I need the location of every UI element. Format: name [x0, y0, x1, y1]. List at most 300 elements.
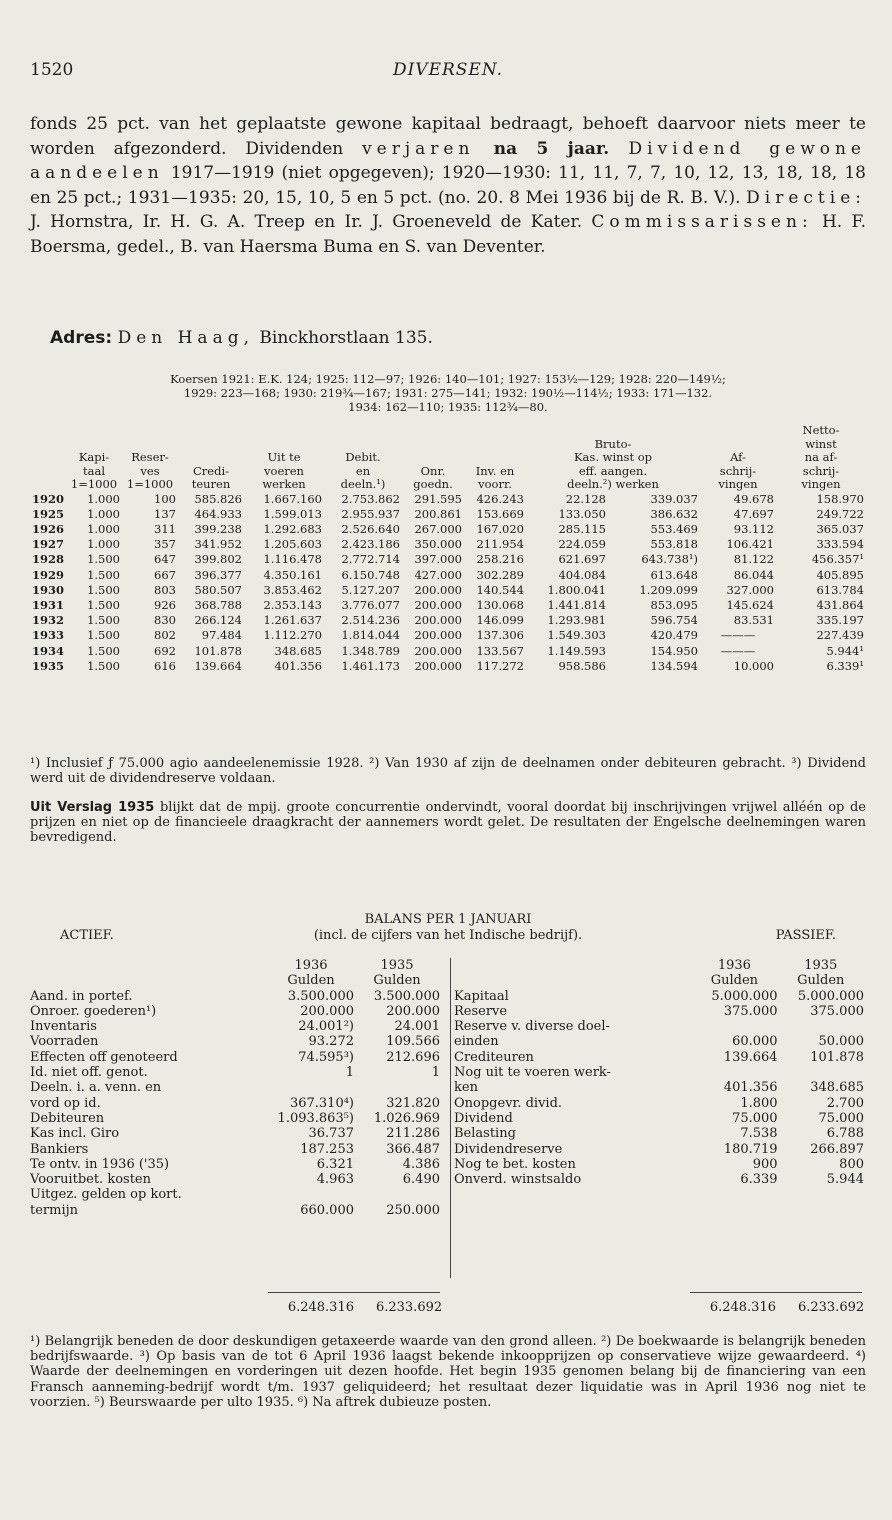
- value-cell: 133.050: [558, 506, 606, 521]
- balance-value: 200.000: [300, 1003, 354, 1019]
- balance-row: [30, 1096, 440, 1111]
- value-cell: 137: [154, 506, 176, 521]
- balance-label: Reserve: [454, 1003, 508, 1019]
- value-cell: 456.357¹: [811, 552, 864, 567]
- column-header: Inv. en: [475, 463, 515, 478]
- value-cell: 365.037: [816, 521, 864, 536]
- value-cell: 2.772.714: [341, 552, 400, 567]
- verslag-paragraph: [30, 800, 866, 845]
- value-cell: 553.469: [650, 521, 698, 536]
- dividend-label: Dividend gewone aandeelen: [30, 138, 866, 183]
- balance-value: 7.538: [740, 1126, 778, 1142]
- column-header: Reser-: [131, 450, 169, 464]
- value-cell: 100: [154, 491, 176, 506]
- balance-value: [354, 1187, 440, 1202]
- value-cell: 1.599.013: [263, 506, 322, 521]
- balance-value: 75.000: [818, 1110, 864, 1126]
- balance-value: 266.897: [810, 1141, 864, 1157]
- column-header: na af-: [804, 450, 838, 464]
- balance-label: Nog uit te voeren werk-: [454, 1065, 611, 1081]
- year-cell: 1933: [32, 628, 65, 643]
- column-header: [402, 451, 464, 465]
- balance-label: Voorraden: [30, 1034, 99, 1050]
- financial-table: [30, 424, 866, 674]
- value-cell: 1.000: [87, 491, 120, 506]
- verslag-text: blijkt dat de mpij. groote concurrentie ondervindt, vooral doordat bij inschrijvingen vrijwel alléén op de prijzen en niet op de financieele draagkracht der aannemers wordt gelet. De resultaten der Engelsche deelnemingen waren bevredigend.: [30, 800, 866, 845]
- value-cell: 139.664: [194, 658, 242, 673]
- passief-table: [454, 958, 864, 1187]
- value-cell: 335.197: [816, 613, 864, 628]
- balance-row: [454, 1050, 864, 1065]
- year-header: 1935: [804, 958, 838, 973]
- year-cell: 1935: [32, 658, 65, 673]
- intro-text-2: na 5 jaar.: [474, 138, 629, 159]
- balance-value: 660.000: [300, 1202, 354, 1218]
- year-cell: 1934: [32, 643, 65, 658]
- table-row: [30, 552, 866, 567]
- table-row: [30, 507, 866, 522]
- value-cell: 1.800.041: [547, 582, 606, 597]
- passief-total-1936: 6.248.316: [709, 1300, 776, 1315]
- column-header: Netto-: [802, 423, 840, 437]
- actief-total-1936: 6.248.316: [287, 1300, 354, 1315]
- value-cell: 1.209.099: [639, 582, 698, 597]
- value-cell: 83.531: [733, 613, 774, 628]
- balance-row: [30, 1126, 440, 1141]
- value-cell: 404.084: [558, 567, 606, 582]
- balance-label: Dividend: [454, 1110, 513, 1126]
- balance-row: [30, 1065, 440, 1080]
- value-cell: 1.205.603: [263, 537, 322, 552]
- balance-value: 1: [431, 1065, 440, 1081]
- value-cell: 302.289: [476, 567, 524, 582]
- column-header: Debit.: [345, 450, 381, 464]
- koersen-line: Koersen 1921: E.K. 124; 1925: 112—97; 1926: 140—101; 1927: 153½—129; 1928: 220—149½;: [170, 372, 726, 386]
- column-header: goedn.: [413, 477, 453, 491]
- column-header: [30, 478, 66, 492]
- value-cell: 227.439: [816, 628, 864, 643]
- value-cell: 6.339¹: [826, 658, 864, 673]
- balance-value: 6.321: [316, 1156, 354, 1172]
- balance-row: [454, 1111, 864, 1126]
- balance-label: Kapitaal: [454, 988, 509, 1004]
- value-cell: 427.000: [414, 567, 462, 582]
- balance-row: [454, 1157, 864, 1172]
- column-header: Credi-: [192, 463, 230, 478]
- value-cell: 585.826: [194, 491, 242, 506]
- koersen-block: [30, 372, 866, 414]
- balance-row: [454, 1004, 864, 1019]
- table-header-row: [30, 438, 866, 452]
- value-cell: 420.479: [650, 628, 698, 643]
- value-cell: 2.526.640: [341, 521, 400, 536]
- column-header: werken: [262, 477, 306, 491]
- value-cell: 1.500: [87, 552, 120, 567]
- value-cell: 200.000: [414, 658, 462, 673]
- column-header: [700, 438, 776, 452]
- value-cell: 2.353.143: [263, 597, 322, 612]
- balance-value: 6.788: [826, 1126, 864, 1142]
- table-row: [30, 598, 866, 613]
- value-cell: 266.124: [194, 613, 242, 628]
- value-cell: 130.068: [476, 597, 524, 612]
- value-cell: 1.461.173: [341, 658, 400, 673]
- balance-value: 1.093.863⁵): [277, 1110, 354, 1126]
- table-row: [30, 583, 866, 598]
- column-header: ves: [140, 463, 160, 478]
- address-label: Adres:: [50, 328, 113, 348]
- column-header: schrij-: [802, 463, 840, 478]
- running-title: DIVERSEN.: [392, 60, 504, 80]
- column-header: [30, 465, 66, 479]
- intro-paragraph: [30, 112, 866, 259]
- value-cell: 1.441.814: [547, 597, 606, 612]
- balance-value: 1.800: [740, 1095, 778, 1111]
- value-cell: 2.514.236: [341, 613, 400, 628]
- unit-header: Gulden: [797, 973, 845, 989]
- value-cell: 667: [154, 567, 176, 582]
- value-cell: 200.000: [414, 643, 462, 658]
- value-cell: 1.500: [87, 613, 120, 628]
- balance-value: 60.000: [732, 1034, 778, 1050]
- unit-header: Gulden: [373, 973, 421, 989]
- balance-label: Deeln. i. a. venn. en: [30, 1080, 162, 1096]
- value-cell: 1.293.981: [547, 613, 606, 628]
- balance-label: Effecten off genoteerd: [30, 1049, 178, 1065]
- year-cell: 1927: [32, 537, 65, 552]
- table-row: [30, 492, 866, 507]
- year-cell: 1932: [32, 613, 65, 628]
- balance-value: 101.878: [810, 1049, 864, 1065]
- balance-title: BALANS PER 1 JANUARI: [364, 912, 532, 927]
- value-cell: 146.099: [476, 613, 524, 628]
- column-header: [66, 438, 122, 452]
- value-cell: 4.350.161: [263, 567, 322, 582]
- value-cell: 1.500: [87, 597, 120, 612]
- unit-header: Gulden: [287, 973, 335, 989]
- balance-label: Onverd. winstsaldo: [454, 1172, 582, 1188]
- balance-value: 6.490: [402, 1172, 440, 1188]
- balance-label: Reserve v. diverse doel-: [454, 1019, 610, 1035]
- year-cell: 1926: [32, 521, 65, 536]
- column-header: [244, 438, 324, 452]
- value-cell: 426.243: [476, 491, 524, 506]
- value-cell: 613.648: [650, 567, 698, 582]
- value-cell: 616: [154, 658, 176, 673]
- table-row: [30, 568, 866, 583]
- value-cell: 134.594: [650, 658, 698, 673]
- year-header: 1936: [717, 958, 751, 973]
- column-header: vingen: [801, 477, 841, 491]
- balance-value: 2.700: [826, 1095, 864, 1111]
- balance-label: einden: [454, 1034, 499, 1050]
- column-header: Kas. winst op: [573, 450, 653, 464]
- actief-label: ACTIEF.: [60, 928, 114, 943]
- value-cell: 1.500: [87, 643, 120, 658]
- column-header: Kapi-: [78, 450, 110, 464]
- value-cell: 613.784: [816, 582, 864, 597]
- column-header: [324, 438, 402, 452]
- balance-row: [454, 1019, 864, 1034]
- balance-value: [691, 1065, 777, 1080]
- value-cell: 2.753.862: [341, 491, 400, 506]
- value-cell: 464.933: [194, 506, 242, 521]
- value-cell: 200.000: [414, 582, 462, 597]
- balance-row: [30, 1111, 440, 1126]
- column-header: [30, 451, 66, 465]
- value-cell: 1.814.044: [341, 628, 400, 643]
- balance-year-row: [30, 958, 440, 973]
- balance-value: 50.000: [818, 1034, 864, 1050]
- balance-label: Te ontv. in 1936 ('35): [30, 1156, 170, 1172]
- koersen-line: 1934: 162—110; 1935: 112¾—80.: [348, 400, 548, 414]
- balance-value: 75.000: [732, 1110, 778, 1126]
- balance-subtitle-row: [30, 928, 866, 944]
- column-header: [324, 424, 402, 438]
- balance-row: [30, 989, 440, 1004]
- table-row: [30, 659, 866, 674]
- value-cell: 1.500: [87, 582, 120, 597]
- value-cell: 1.500: [87, 567, 120, 582]
- value-cell: 249.722: [816, 506, 864, 521]
- value-cell: 357: [154, 537, 176, 552]
- balance-row: [454, 1065, 864, 1080]
- balance-row: [30, 1050, 440, 1065]
- value-cell: 553.818: [650, 537, 698, 552]
- value-cell: 802: [154, 628, 176, 643]
- value-cell: 200.000: [414, 597, 462, 612]
- year-cell: 1930: [32, 582, 65, 597]
- balance-value: 367.310⁴): [289, 1095, 354, 1111]
- column-header: 1=1000: [70, 477, 118, 491]
- balance-value: 5.000.000: [711, 988, 778, 1004]
- passief-total-1935: 6.233.692: [797, 1300, 865, 1315]
- value-cell: 200.000: [414, 628, 462, 643]
- year-header: 1935: [380, 958, 414, 973]
- balance-value: 1.026.969: [373, 1110, 440, 1126]
- balance-value: 348.685: [810, 1080, 864, 1096]
- value-cell: 137.306: [476, 628, 524, 643]
- value-cell: 1.500: [87, 658, 120, 673]
- balance-value: 24.001: [394, 1019, 440, 1035]
- value-cell: 6.150.748: [341, 567, 400, 582]
- intro-text-5: H. F. Boersma, gedel., B. van Haersma Buma en S. van Deventer.: [30, 212, 866, 257]
- page-number: 1520: [30, 60, 74, 80]
- unit-header: Gulden: [710, 973, 759, 989]
- value-cell: 368.788: [194, 597, 242, 612]
- year-cell: 1929: [32, 567, 65, 582]
- balance-label: vord op id.: [30, 1095, 101, 1111]
- year-cell: 1925: [32, 506, 65, 521]
- balance-value: 900: [752, 1156, 778, 1172]
- actief-total-1935: 6.233.692: [375, 1300, 443, 1315]
- balance-row: [30, 1187, 440, 1202]
- value-cell: 47.697: [733, 506, 774, 521]
- balance-label: Bankiers: [30, 1141, 89, 1157]
- balance-value: 375.000: [810, 1003, 864, 1019]
- value-cell: 101.878: [194, 643, 242, 658]
- value-cell: 10.000: [733, 658, 774, 673]
- value-cell: 117.272: [476, 658, 524, 673]
- column-header: [402, 424, 464, 438]
- table-footnotes: ¹) Inclusief ƒ 75.000 agio aandeelenemissie 1928. ²) Van 1930 af zijn de deelnamen onder debiteuren gebracht. ³) Dividend werd uit de dividendreserve voldaan.: [30, 756, 866, 786]
- balance-label: Aand. in portef.: [30, 988, 133, 1004]
- value-cell: 285.115: [558, 521, 606, 536]
- value-cell: 405.895: [816, 567, 864, 582]
- value-cell: 1.667.160: [263, 491, 322, 506]
- value-cell: 167.020: [476, 521, 524, 536]
- year-header: 1936: [294, 958, 328, 973]
- balance-value: 250.000: [386, 1202, 440, 1218]
- balance-footnotes: ¹) Belangrijk beneden de door deskundigen getaxeerde waarde van den grond alleen. ²) De boekwaarde is belangrijk beneden bedrijfswaarde. ³) Op basis van de tot 6 April 1936 laagst bekende inkoopprijzen op conservatieve wijze gewaardeerd. ⁴) Waarde der deelnemingen en vorderingen uit dezen hoofde. Het begin 1935 genomen belang bij de financiering van een Fransch aanneming-bedrijf wordt t/m. 1937 geliquideerd; het resultaat dezer liquidatie was in April 1936 nog niet te voorzien. ⁵) Beurswaarde per ulto 1935. ⁶) Na aftrek dubieuze posten.: [30, 1334, 866, 1410]
- value-cell: ———: [720, 643, 756, 658]
- intro-text-1: fonds 25 pct. van het geplaatste gewone kapitaal bedraagt, behoeft daarvoor niets meer te worden afgezonderd. Dividenden: [30, 114, 866, 159]
- balance-value: 212.696: [386, 1049, 440, 1065]
- value-cell: 399.238: [194, 521, 242, 536]
- value-cell: 643.738¹): [641, 552, 698, 567]
- balance-row: [30, 1172, 440, 1187]
- table-row: [30, 613, 866, 628]
- value-cell: 158.970: [816, 491, 864, 506]
- balance-value: 3.500.000: [373, 988, 440, 1004]
- value-cell: 853.095: [650, 597, 698, 612]
- value-cell: 133.567: [476, 643, 524, 658]
- balance-value: 187.253: [300, 1141, 354, 1157]
- balance-row: [30, 1157, 440, 1172]
- actief-table: [30, 958, 440, 1218]
- value-cell: 397.000: [414, 552, 462, 567]
- column-header: [122, 424, 178, 438]
- column-header: en: [355, 463, 371, 478]
- balance-value: 93.272: [308, 1034, 354, 1050]
- table-row: [30, 628, 866, 643]
- balance-label: Onroer. goederen¹): [30, 1003, 157, 1019]
- balance-value: 375.000: [723, 1003, 778, 1019]
- table-header-row: [30, 478, 866, 492]
- balance-value: [268, 1187, 354, 1202]
- balance-label: Uitgez. gelden op kort.: [30, 1187, 182, 1203]
- table-header-row: [30, 424, 866, 438]
- balance-label: Vooruitbet. kosten: [30, 1172, 151, 1188]
- value-cell: 5.127.207: [341, 582, 400, 597]
- value-cell: 386.632: [650, 506, 698, 521]
- value-cell: 267.000: [414, 521, 462, 536]
- balance-row: [30, 1080, 440, 1095]
- year-cell: 1920: [32, 491, 65, 506]
- column-header: [178, 424, 244, 438]
- table-row: [30, 537, 866, 552]
- value-cell: 396.377: [194, 567, 242, 582]
- value-cell: 1.348.789: [341, 643, 400, 658]
- value-cell: 200.861: [414, 506, 462, 521]
- value-cell: 3.853.462: [263, 582, 322, 597]
- value-cell: 692: [154, 643, 176, 658]
- value-cell: 1.549.303: [547, 628, 606, 643]
- balance-value: 36.737: [308, 1126, 354, 1142]
- column-header: [178, 438, 244, 452]
- column-header: Uit te: [267, 450, 301, 464]
- value-cell: 2.955.937: [341, 506, 400, 521]
- balance-unit-row: [30, 973, 440, 988]
- value-cell: 153.669: [476, 506, 524, 521]
- value-cell: 81.122: [733, 552, 774, 567]
- value-cell: 341.952: [194, 537, 242, 552]
- value-cell: 1.292.683: [263, 521, 322, 536]
- balance-value: 200.000: [386, 1003, 440, 1019]
- balance-label: Nog te bet. kosten: [454, 1156, 576, 1172]
- value-cell: 431.864: [816, 597, 864, 612]
- column-header: taal: [82, 463, 105, 478]
- value-cell: 2.423.186: [341, 537, 400, 552]
- value-cell: 106.421: [726, 537, 774, 552]
- balance-divider: [450, 958, 451, 1278]
- column-header: [66, 424, 122, 438]
- balance-row: [454, 1142, 864, 1157]
- column-header: schrij-: [719, 463, 757, 478]
- balance-value: 4.386: [402, 1156, 440, 1172]
- balance-label: Id. niet off. genot.: [30, 1065, 148, 1081]
- column-header: [700, 424, 776, 438]
- balance-value: 3.500.000: [287, 988, 354, 1004]
- balance-value: 321.820: [386, 1095, 440, 1111]
- balance-value: 139.664: [723, 1049, 778, 1065]
- balance-value: 109.566: [386, 1034, 440, 1050]
- value-cell: 224.059: [558, 537, 606, 552]
- balance-value: [691, 1019, 777, 1034]
- balance-row: [30, 1004, 440, 1019]
- balance-label: Crediteuren: [454, 1049, 534, 1065]
- column-header: winst: [805, 436, 837, 451]
- balance-label: ken: [454, 1080, 478, 1096]
- value-cell: 399.802: [194, 552, 242, 567]
- balance-year-row: [454, 958, 864, 973]
- balance-value: 366.487: [386, 1141, 440, 1157]
- table-header-row: [30, 465, 866, 479]
- value-cell: 580.507: [194, 582, 242, 597]
- column-header: eff. aangen.: [578, 463, 648, 478]
- column-header: Af-: [730, 450, 746, 464]
- value-cell: 958.586: [558, 658, 606, 673]
- balance-row: [454, 989, 864, 1004]
- balance-label: Dividendreserve: [454, 1141, 563, 1157]
- column-header: [464, 438, 526, 452]
- value-cell: 926: [154, 597, 176, 612]
- passief-label: PASSIEF.: [775, 928, 836, 943]
- value-cell: 97.484: [201, 628, 242, 643]
- balance-value: 401.356: [723, 1080, 778, 1096]
- column-header: Onr.: [420, 463, 446, 478]
- balance-row: [454, 1096, 864, 1111]
- value-cell: 200.000: [414, 613, 462, 628]
- balance-label: Kas incl. Giro: [30, 1126, 120, 1142]
- value-cell: 1.149.593: [547, 643, 606, 658]
- page-header: [30, 60, 866, 84]
- balance-value: 5.000.000: [797, 988, 864, 1004]
- balance-value: 5.944: [826, 1172, 864, 1188]
- balance-unit-row: [454, 973, 864, 988]
- balance-row: [30, 1142, 440, 1157]
- balance-label: termijn: [30, 1202, 79, 1218]
- value-cell: 333.594: [816, 537, 864, 552]
- value-cell: 3.776.077: [341, 597, 400, 612]
- value-cell: 140.544: [476, 582, 524, 597]
- intro-text-3: 1917—1919 (niet opgegeven); 1920—1930: 11, 11, 7, 7, 10, 12, 13, 18, 18, 18 en 25 pct.; 1931—1935: 20, 15, 10, 5 en 5 pct. (no. 20. 8 Mei 1936 bij de R. B. V.).: [30, 163, 866, 208]
- balance-value: 180.719: [723, 1141, 778, 1157]
- passief-total-rule: [690, 1292, 862, 1293]
- value-cell: 211.954: [476, 537, 524, 552]
- balance-row: [454, 1080, 864, 1095]
- value-cell: 348.685: [274, 643, 322, 658]
